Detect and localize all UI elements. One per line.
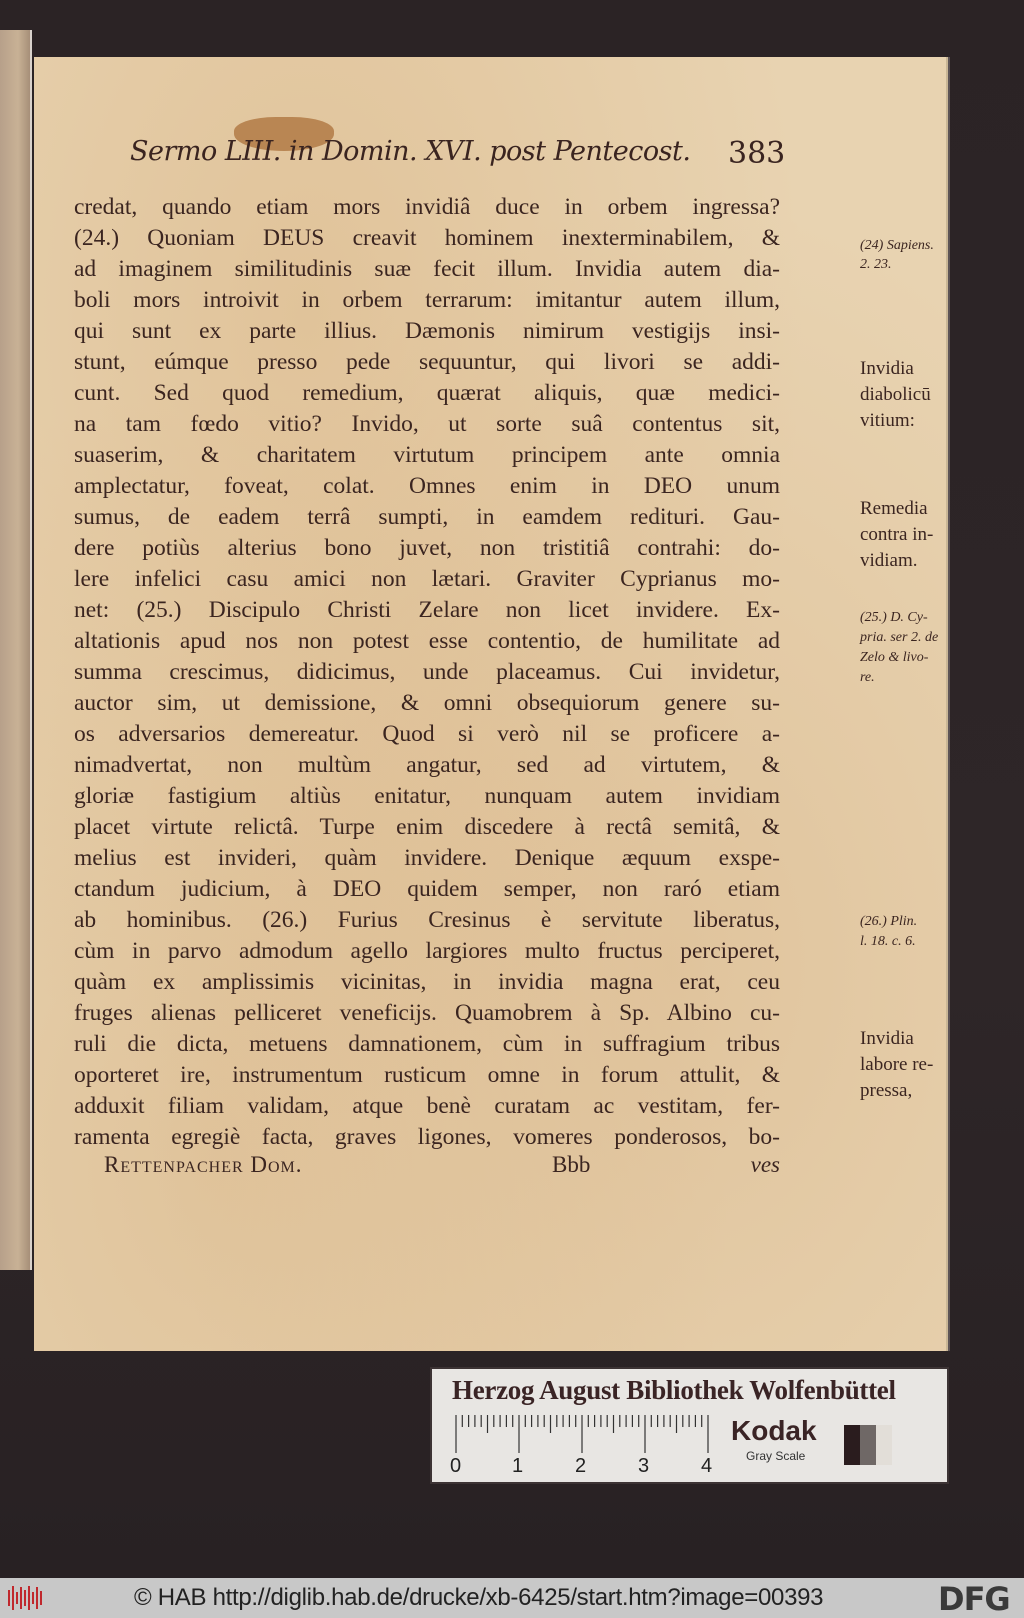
body-text xyxy=(74,192,939,1153)
ruler-number: 1 xyxy=(512,1455,524,1477)
text-line: net: (25.) Discipulo Christi Zelare non licet invidere. Ex- xyxy=(74,597,780,623)
text-line: (24.) Quoniam DEUS creavit hominem inexterminabilem, & xyxy=(74,225,780,251)
color-calibration-card xyxy=(432,1369,947,1482)
text-line: stunt, eúmque presso pede sequuntur, qui livori se addi- xyxy=(74,349,780,375)
text-line: cunt. Sed quod remedium, quærat aliquis, quæ medici- xyxy=(74,380,780,406)
text-line: amplectatur, foveat, colat. Omnes enim in DEO unum xyxy=(74,473,780,499)
text-line: ramenta egregiè facta, graves ligones, vomeres ponderosos, bo- xyxy=(74,1124,780,1150)
margin-note: l. 18. c. 6. xyxy=(860,934,916,949)
margin-note: Invidia xyxy=(860,358,914,379)
sheet-mark: Bbb xyxy=(552,1152,591,1177)
margin-note: pressa, xyxy=(860,1080,913,1101)
kodak-logo: Kodak xyxy=(731,1415,817,1446)
margin-note: re. xyxy=(860,670,875,685)
ruler-number: 0 xyxy=(450,1455,462,1477)
status-bar xyxy=(0,1578,1024,1618)
ruler-number: 2 xyxy=(575,1455,587,1477)
text-line: melius est invideri, quàm invidere. Denique æquum exspe- xyxy=(74,845,780,871)
hab-logo-icon xyxy=(6,1584,44,1612)
text-line: ctandum judicium, à DEO quidem semper, non raró etiam xyxy=(74,876,780,902)
gray-swatches xyxy=(844,1425,892,1465)
margin-note: Zelo & livo- xyxy=(860,650,929,665)
text-line: nimadvertat, non multùm angatur, sed ad virtutem, & xyxy=(74,752,780,778)
margin-note: (24) Sapiens. xyxy=(860,238,934,253)
text-line: ab hominibus. (26.) Furius Cresinus è servitute liberatus, xyxy=(74,907,780,933)
gray-swatch xyxy=(844,1425,860,1465)
margin-note: (26.) Plin. xyxy=(860,914,918,929)
ruler xyxy=(450,1415,714,1477)
margin-note: vidiam. xyxy=(860,550,918,571)
margin-note: Remedia xyxy=(860,498,928,519)
text-line: credat, quando etiam mors invidiâ duce in orbem ingressa? xyxy=(74,194,780,220)
text-line: cùm in parvo admodum agello largiores multo fructus perciperet, xyxy=(74,938,780,964)
page-number: 383 xyxy=(728,136,786,171)
gray-swatch xyxy=(876,1425,892,1465)
text-line: quàm ex amplissimis vicinitas, in invidia magna erat, ceu xyxy=(74,969,780,995)
text-line: boli mors introivit in orbem terrarum: imitantur autem illum, xyxy=(74,287,780,313)
text-line: sumus, de eadem terrâ sumpti, in eamdem redituri. Gau- xyxy=(74,504,780,530)
printer-signature: Rettenpacher Dom. xyxy=(104,1152,303,1177)
margin-note: 2. 23. xyxy=(860,257,892,272)
margin-note: vitium: xyxy=(860,410,915,431)
text-line: dere potiùs alterius bono juvet, non tristitiâ contrahi: do- xyxy=(74,535,780,561)
text-line: fruges alienas pelliceret veneficijs. Quamobrem à Sp. Albino cu- xyxy=(74,1000,780,1026)
margin-note: diabolicū xyxy=(860,384,931,405)
source-link[interactable]: © HAB http://diglib.hab.de/drucke/xb-6425/start.htm?image=00393 xyxy=(134,1584,824,1611)
margin-note: labore re- xyxy=(860,1054,934,1075)
text-line: placet virtute relictâ. Turpe enim discedere à rectâ semitâ, & xyxy=(74,814,780,840)
running-head: Sermo LIII. in Domin. XVI. post Pentecost. xyxy=(130,136,691,167)
margin-note: contra in- xyxy=(860,524,934,545)
text-line: na tam fœdo vitio? Invido, ut sorte suâ contentus sit, xyxy=(74,411,780,437)
margin-note: (25.) D. Cy- xyxy=(860,610,928,625)
margin-note: Invidia xyxy=(860,1028,914,1049)
text-line: auctor sim, ut demissione, & omni obsequiorum genere su- xyxy=(74,690,780,716)
margin-note: pria. ser 2. de xyxy=(860,630,939,645)
ruler-ticks-icon xyxy=(454,1415,714,1455)
left-page-edge xyxy=(0,30,32,1270)
text-line: os adversarios demereatur. Quod si verò nil se proficere a- xyxy=(74,721,780,747)
text-line: ad imaginem similitudinis suæ fecit illum. Invidia autem dia- xyxy=(74,256,780,282)
ruler-number: 4 xyxy=(701,1455,713,1477)
dfg-logo: DFG xyxy=(938,1580,1010,1618)
text-line: summa crescimus, didicimus, unde placeamus. Cui invidetur, xyxy=(74,659,780,685)
page-footer xyxy=(104,1152,780,1186)
text-line: altationis apud nos non potest esse contentio, de humilitate ad xyxy=(74,628,780,654)
library-name: Herzog August Bibliothek Wolfenbüttel xyxy=(452,1375,896,1405)
text-line: ruli die dicta, metuens damnationem, cùm in suffragium tribus xyxy=(74,1031,780,1057)
text-line: oporteret ire, instrumentum rusticum omne in forum attulit, & xyxy=(74,1062,780,1088)
text-line: qui sunt ex parte illius. Dæmonis nimirum vestigijs insi- xyxy=(74,318,780,344)
ruler-number: 3 xyxy=(638,1455,650,1477)
text-line: gloriæ fastigium altiùs enitatur, nunquam autem invidiam xyxy=(74,783,780,809)
catchword: ves xyxy=(750,1152,780,1177)
text-line: lere infelici casu amici non lætari. Graviter Cyprianus mo- xyxy=(74,566,780,592)
gray-swatch xyxy=(860,1425,876,1465)
gray-scale-label: Gray Scale xyxy=(746,1449,806,1463)
text-line: adduxit filiam validam, atque benè curatam ac vestitam, fer- xyxy=(74,1093,780,1119)
text-line: suaserim, & charitatem virtutum principem ante omnia xyxy=(74,442,780,468)
